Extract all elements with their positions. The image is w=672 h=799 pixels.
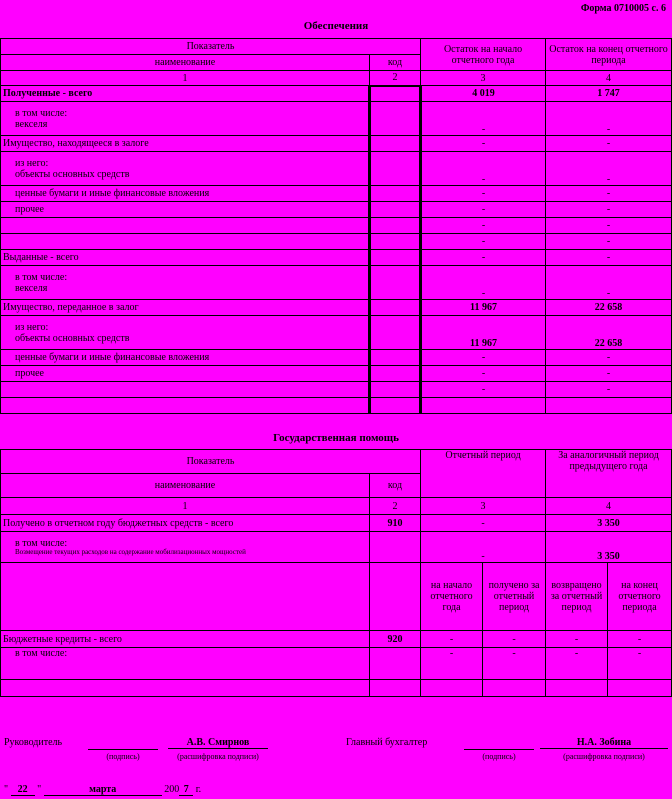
row-name-line1: в том числе: [15,271,68,283]
security-row-start [421,398,546,414]
security-row-start: - [421,152,546,186]
num-4: 4 [546,71,672,86]
date-month: марта [44,784,162,796]
security-row-code [370,250,421,266]
security-row-name [1,102,370,136]
security-row-start: - [421,366,546,382]
security-row-name: прочее [1,202,370,218]
security-row-name [1,266,370,300]
aid-sub-2: получено за отчетный период [483,563,546,631]
security-row-code [370,136,421,152]
aid-row4-v3: - [546,648,608,680]
security-row-name [1,316,370,350]
row-name-line2: объекты основных средств [15,332,130,344]
aid-row4-v2: - [483,648,546,680]
aid-header-indicator: Показатель [1,450,421,474]
num-2: 2 [370,71,421,86]
security-row-end: - [546,202,672,218]
security-row-code [370,186,421,202]
aid-row3-code: 920 [370,631,421,648]
security-row [1,202,672,218]
security-row-end: - [546,350,672,366]
security-row-end: - [546,186,672,202]
aid-row5-name [1,680,370,697]
aid-row3-v4: - [608,631,672,648]
aid-sub-1: на начало отчетного года [421,563,483,631]
security-row-name [1,218,370,234]
security-row-code [370,202,421,218]
security-row [1,350,672,366]
security-row-end: - [546,136,672,152]
row-name-line2: векселя [15,118,48,130]
security-row-start: 4 019 [421,86,546,102]
state-aid-table [0,449,672,697]
security-row-name: Имущество, находящееся в залоге [1,136,370,152]
aid-row1-name: Получено в отчетном году бюджетных средств - всего [1,515,370,532]
security-row [1,366,672,382]
aid-num-1: 1 [1,498,370,515]
security-row-name: Полученные - всего [1,86,370,102]
aid-row3-name: Бюджетные кредиты - всего [1,631,370,648]
header-end: Остаток на конец отчетного периода [546,39,672,71]
signature-date: " 22 " марта 200 7 г. [4,784,202,795]
security-row-end: - [546,366,672,382]
security-row-code [370,300,421,316]
security-row-code [370,218,421,234]
security-row [1,382,672,398]
head-decode-caption: (расшифровка подписи) [177,752,259,761]
security-row-name [1,234,370,250]
security-row-end: - [546,382,672,398]
security-row [1,266,672,300]
num-1: 1 [1,71,370,86]
security-row [1,398,672,414]
form-number: Форма 0710005 с. 6 [580,3,666,14]
head-label: Руководитель [4,737,63,748]
accountant-sign-line [464,737,534,750]
security-row-start: - [421,250,546,266]
row-name-line2: объекты основных средств [15,168,130,180]
accountant-sign-caption: (подпись) [482,752,516,761]
aid-row3-v3: - [546,631,608,648]
accountant-label: Главный бухгалтер [346,737,428,748]
security-row-name: Имущество, переданное в залог [1,300,370,316]
head-sign-caption: (подпись) [106,752,140,761]
security-row-start: - [421,218,546,234]
header-name: наименование [1,55,370,71]
aid-sub-blank-code [370,563,421,631]
security-row [1,250,672,266]
security-row-name: Выданные - всего [1,250,370,266]
date-day: 22 [11,784,35,796]
aid-header-prev: За аналогичный период предыдущего года [546,450,672,498]
security-row-code [370,102,421,136]
aid-sub-3: возвращено за отчетный период [546,563,608,631]
security-row-name: прочее [1,366,370,382]
aid-header-period: Отчетный период [421,450,546,498]
aid-row1-prev: 3 350 [546,515,672,532]
security-row-name [1,398,370,414]
security-row [1,152,672,186]
aid-header-name: наименование [1,474,370,498]
head-name: А.В. Смирнов [168,737,268,749]
security-row-end: 1 747 [546,86,672,102]
security-row [1,136,672,152]
row-name-line2: векселя [15,282,48,294]
aid-row3-v1: - [421,631,483,648]
row-name-line1: в том числе: [15,107,68,119]
aid-row2-code [370,532,421,563]
aid-row4-code [370,648,421,680]
security-row-code [370,382,421,398]
security-row-end: 22 658 [546,316,672,350]
security-row-end: - [546,234,672,250]
security-row-name [1,152,370,186]
aid-sub-4: на конец отчетного периода [608,563,672,631]
aid-row2-name-cell [1,532,370,563]
security-row-end: - [546,102,672,136]
security-row-code [370,234,421,250]
aid-row1-period: - [421,515,546,532]
security-row [1,86,672,102]
accountant-decode-caption: (расшифровка подписи) [563,752,645,761]
security-row [1,186,672,202]
header-indicator: Показатель [1,39,421,55]
head-sign-line [88,737,158,750]
aid-num-2: 2 [370,498,421,515]
security-row-start: 11 967 [421,300,546,316]
security-row-start: - [421,234,546,250]
security-row-end: - [546,218,672,234]
row-name-line1: из него: [15,157,49,169]
security-row-end: - [546,266,672,300]
security-row-code [370,316,421,350]
aid-row4-v1: - [421,648,483,680]
security-row-name: ценные бумаги и иные финансовые вложения [1,350,370,366]
num-3: 3 [421,71,546,86]
state-aid-title: Государственная помощь [273,432,399,444]
aid-row1-code: 910 [370,515,421,532]
security-row [1,300,672,316]
aid-row2-period: - [421,532,546,563]
row-name-line1: из него: [15,321,49,333]
aid-sub-blank [1,563,370,631]
security-row-start: - [421,382,546,398]
security-row-code [370,398,421,414]
aid-row2-prev: 3 350 [546,532,672,563]
security-row-start: - [421,350,546,366]
header-start: Остаток на начало отчетного года [421,39,546,71]
security-row-end: 22 658 [546,300,672,316]
aid-row2-name: в том числе: [15,537,68,549]
security-row-end: - [546,152,672,186]
security-row-start: - [421,186,546,202]
date-suffix: г. [195,784,202,795]
security-row-name [1,382,370,398]
security-row-code [370,152,421,186]
security-row-start: - [421,102,546,136]
security-row [1,234,672,250]
security-row-code [370,86,421,102]
security-title: Обеспечения [303,20,369,32]
security-row-start: 11 967 [421,316,546,350]
security-row-name: ценные бумаги и иные финансовые вложения [1,186,370,202]
date-year-prefix: 200 [164,784,180,795]
header-code: код [370,55,421,71]
security-row-end: - [546,250,672,266]
aid-row4-v4: - [608,648,672,680]
security-row [1,218,672,234]
aid-num-4: 4 [546,498,672,515]
security-row-code [370,366,421,382]
aid-num-3: 3 [421,498,546,515]
aid-row2-name2: Возмещение текущих расходов на содержание мобилизационных мощностей [15,547,246,556]
aid-header-code: код [370,474,421,498]
aid-row3-v2: - [483,631,546,648]
aid-row4-name: в том числе: [1,648,370,680]
security-row-code [370,266,421,300]
security-table [0,38,672,414]
accountant-name: Н.А. Зобина [540,737,668,749]
date-year: 7 [179,784,193,796]
security-row-start: - [421,136,546,152]
security-row-start: - [421,202,546,218]
security-row-code [370,350,421,366]
security-row-end [546,398,672,414]
security-row [1,316,672,350]
security-row-start: - [421,266,546,300]
security-row [1,102,672,136]
